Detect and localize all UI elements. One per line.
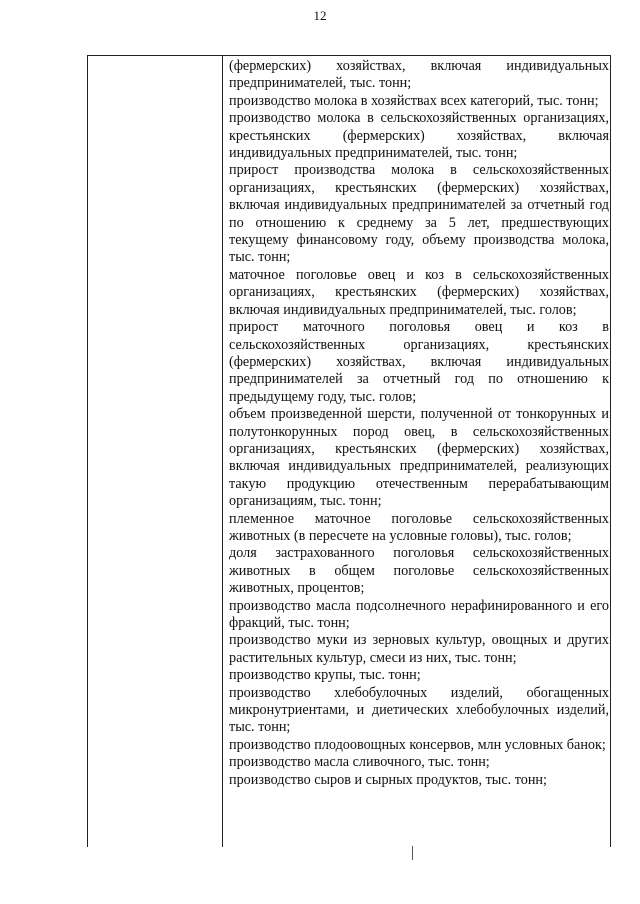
indicator-item: доля застрахованного поголовья сельскохозяйственных животных в общем поголовье сельскохозяйственных животных, процентов; bbox=[229, 545, 609, 597]
indicator-item: производство масла подсолнечного нерафинированного и его фракций, тыс. тонн; bbox=[229, 597, 609, 631]
indicator-item: производство плодоовощных консервов, млн условных банок; bbox=[229, 736, 606, 753]
indicator-item: производство крупы, тыс. тонн; bbox=[229, 667, 421, 684]
indicator-item: прирост маточного поголовья овец и коз в сельскохозяйственных организациях, крестьянских (фермерских) хозяйствах, включая индивидуальных предпринимателей за отчетный год по отношению к предыдущему году, тыс. голов; bbox=[229, 319, 609, 405]
indicator-item: (фермерских) хозяйствах, включая индивидуальных предпринимателей, тыс. тонн; bbox=[229, 58, 609, 92]
indicator-item: маточное поголовье овец и коз в сельскохозяйственных организациях, крестьянских (фермерских) хозяйствах, включая индивидуальных предпринимателей, тыс. голов; bbox=[229, 266, 609, 318]
indicator-item: производство молока в сельскохозяйственных организациях, крестьянских (фермерских) хозяйствах, включая индивидуальных предпринимателей, тыс. тонн; bbox=[229, 110, 609, 162]
table-right-border bbox=[610, 55, 611, 847]
table-column-divider bbox=[222, 55, 223, 847]
indicator-item: производство масла сливочного, тыс. тонн; bbox=[229, 754, 490, 771]
indicator-item: прирост производства молока в сельскохозяйственных организациях, крестьянских (фермерских) хозяйствах, включая индивидуальных предпринимателей за отчетный год по отношению к среднему за 5 лет, предшествующих текущему финансовому году, объему производства молока, тыс. тонн; bbox=[229, 162, 609, 266]
indicator-item: производство сыров и сырных продуктов, тыс. тонн; bbox=[229, 771, 547, 788]
page-number: 12 bbox=[313, 8, 327, 23]
indicator-item: племенное маточное поголовье сельскохозяйственных животных (в пересчете на условные головы), тыс. голов; bbox=[229, 510, 609, 544]
table-left-border bbox=[87, 55, 88, 847]
scan-mark bbox=[412, 846, 413, 860]
indicators-cell bbox=[229, 58, 609, 789]
indicator-item: производство муки из зерновых культур, овощных и других растительных культур, смеси из них, тыс. тонн; bbox=[229, 632, 609, 666]
indicator-item: производство хлебобулочных изделий, обогащенных микронутриентами, и диетических хлебобулочных изделий, тыс. тонн; bbox=[229, 684, 609, 736]
table-top-border bbox=[87, 55, 611, 56]
indicator-item: производство молока в хозяйствах всех категорий, тыс. тонн; bbox=[229, 92, 599, 109]
indicator-item: объем произведенной шерсти, полученной от тонкорунных и полутонкорунных пород овец, в сельскохозяйственных организациях, крестьянских (фермерских) хозяйствах, включая индивидуальных предпринимателей, реализующих такую продукцию отечественным перерабатывающим организациям, тыс. тонн; bbox=[229, 406, 609, 510]
